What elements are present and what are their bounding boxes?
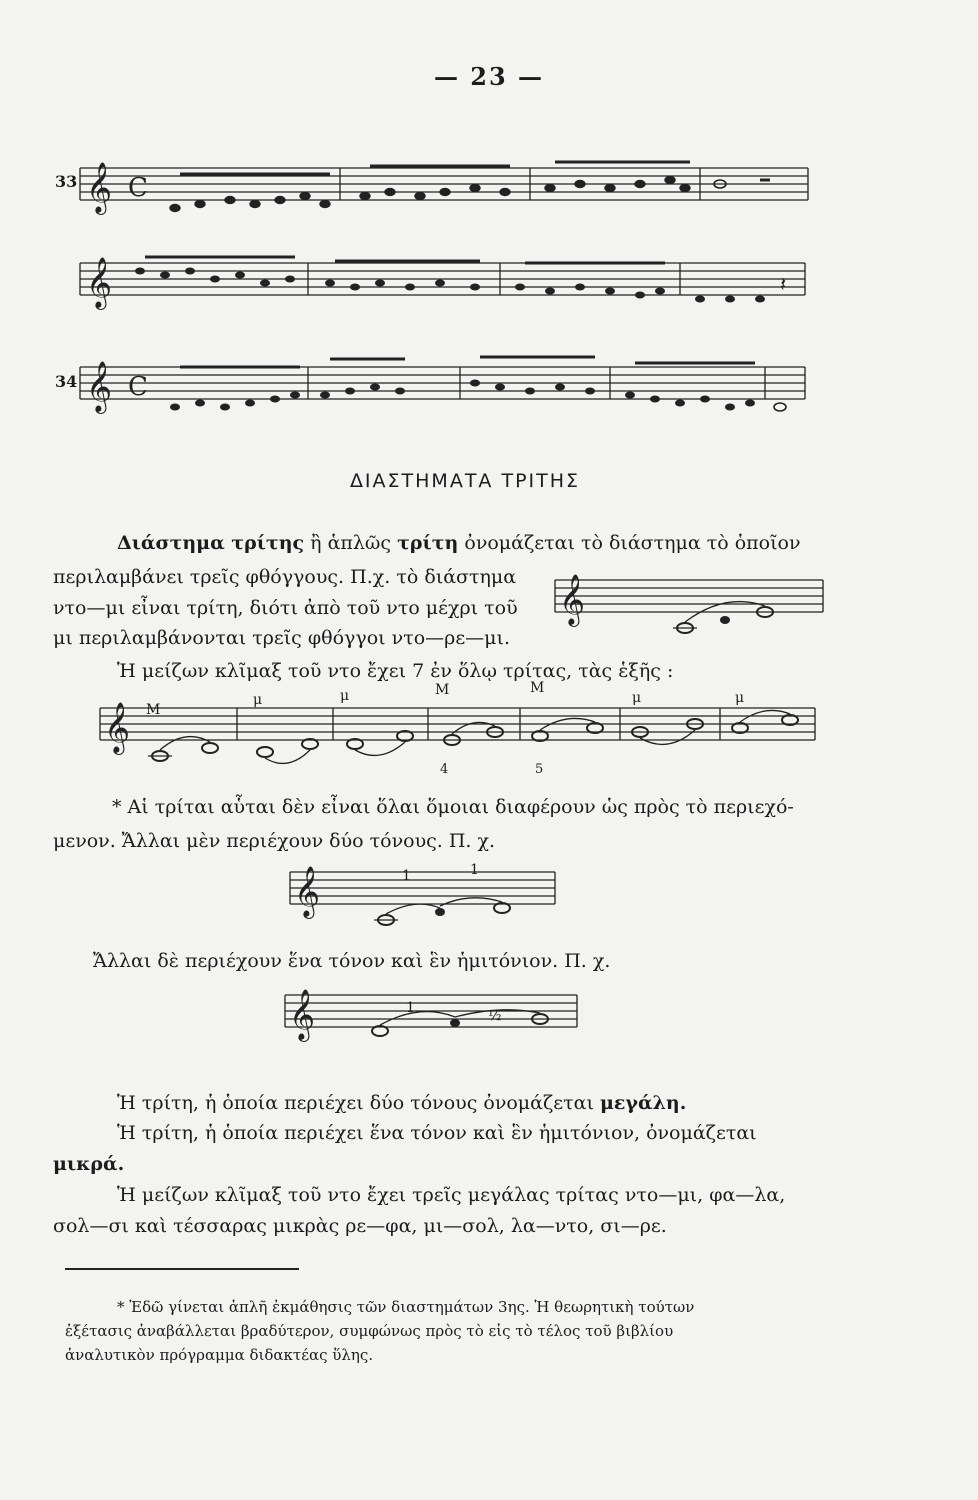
paragraph-line: μι περιλαμβάνονται τρεῖς φθόγγοι ντο—ρε—μι. [53,627,511,649]
interval-mark: μ [735,690,745,706]
interval-mark: Μ [435,682,450,698]
interval-mark: μ [632,690,642,706]
music-staff [100,688,820,778]
text-span: ὀνομάζεται τὸ διάστημα τὸ ὁποῖον [464,532,801,554]
section-title: ΔΙΑΣΤΗΜΑΤΑ ΤΡΙΤΗΣ [349,470,581,492]
term-bold: τρίτη [397,532,459,554]
music-staff [285,985,585,1065]
term-bold: Διάστημα τρίτης [117,532,305,554]
paragraph-line: Ἡ μείζων κλῖμαξ τοῦ ντο ἔχει 7 ἐν ὅλῳ τρίτας, τὰς ἑξῆς : [117,660,674,682]
svg-text:𝄞: 𝄞 [559,574,586,625]
tone-label: 1 [470,862,479,878]
tone-label: 1 [406,1000,415,1016]
paragraph-line [117,532,801,554]
page-number: — 23 — [433,62,545,91]
music-staff [80,355,810,430]
interval-mark: Μ [146,702,161,718]
music-staff [80,160,810,230]
exercise-number: 34 [55,372,78,391]
interval-mark: μ [340,688,350,704]
footnote-line: ἐξέτασις ἀναβάλλεται βραδύτερον, συμφώνως πρὸς τὸ εἰς τὸ τέλος τοῦ βιβλίου [65,1322,674,1340]
tone-label: ½ [488,1008,502,1024]
svg-text:𝄞: 𝄞 [294,866,321,917]
music-staff [80,255,810,325]
svg-text:C: C [128,372,148,402]
text-span: ἢ ἁπλῶς [310,532,392,554]
paragraph-line: περιλαμβάνει τρεῖς φθόγγους. Π.χ. τὸ διάστημα [53,566,517,588]
interval-number: 5 [535,762,544,777]
interval-mark: Μ [530,680,545,696]
paragraph-line [117,1092,686,1114]
svg-text:𝄞: 𝄞 [86,257,113,308]
exercise-number: 33 [55,172,78,191]
music-staff [290,862,560,942]
paragraph-line: σολ—σι καὶ τέσσαρας μικρὰς ρε—φα, μι—σολ, λα—ντο, σι—ρε. [53,1215,667,1237]
svg-text:𝄞: 𝄞 [104,702,131,753]
svg-text:C: C [128,173,148,203]
term-bold: μικρά. [53,1153,125,1175]
footnote-rule [65,1268,299,1270]
svg-text:𝄞: 𝄞 [86,162,113,213]
interval-number: 4 [440,762,449,777]
svg-text:𝄞: 𝄞 [289,989,316,1040]
paragraph-line: ντο—μι εἶναι τρίτη, διότι ἀπὸ τοῦ ντο μέχρι τοῦ [53,597,518,619]
text-span: Ἡ τρίτη, ἡ ὁποία περιέχει δύο τόνους ὀνομάζεται [117,1092,594,1114]
music-staff [555,570,825,640]
footnote-line: * Ἐδῶ γίνεται ἁπλῆ ἐκμάθησις τῶν διαστημάτων 3ης. Ἡ θεωρητικὴ τούτων [117,1298,695,1316]
paragraph-line: Ἡ τρίτη, ἡ ὁποία περιέχει ἕνα τόνον καὶ ἓν ἡμιτόνιον, ὀνομάζεται [117,1122,757,1144]
paragraph-line: Ἡ μείζων κλῖμαξ τοῦ ντο ἔχει τρεῖς μεγάλας τρίτας ντο—μι, φα—λα, [117,1184,786,1206]
paragraph-line: * Αἱ τρίται αὗται δὲν εἶναι ὅλαι ὅμοιαι διαφέρουν ὡς πρὸς τὸ περιεχό- [112,796,794,818]
footnote-line: ἀναλυτικὸν πρόγραμμα διδακτέας ὕλης. [65,1346,374,1364]
svg-text:𝄽: 𝄽 [780,272,787,296]
paragraph-line: μενον. Ἄλλαι μὲν περιέχουν δύο τόνους. Π. χ. [53,830,496,852]
tone-label: 1 [402,868,411,884]
paragraph-line: Ἄλλαι δὲ περιέχουν ἕνα τόνον καὶ ἓν ἡμιτόνιον. Π. χ. [93,950,611,972]
svg-text:𝄞: 𝄞 [86,361,113,412]
interval-mark: μ [253,692,263,708]
term-bold: μεγάλη. [599,1092,687,1114]
